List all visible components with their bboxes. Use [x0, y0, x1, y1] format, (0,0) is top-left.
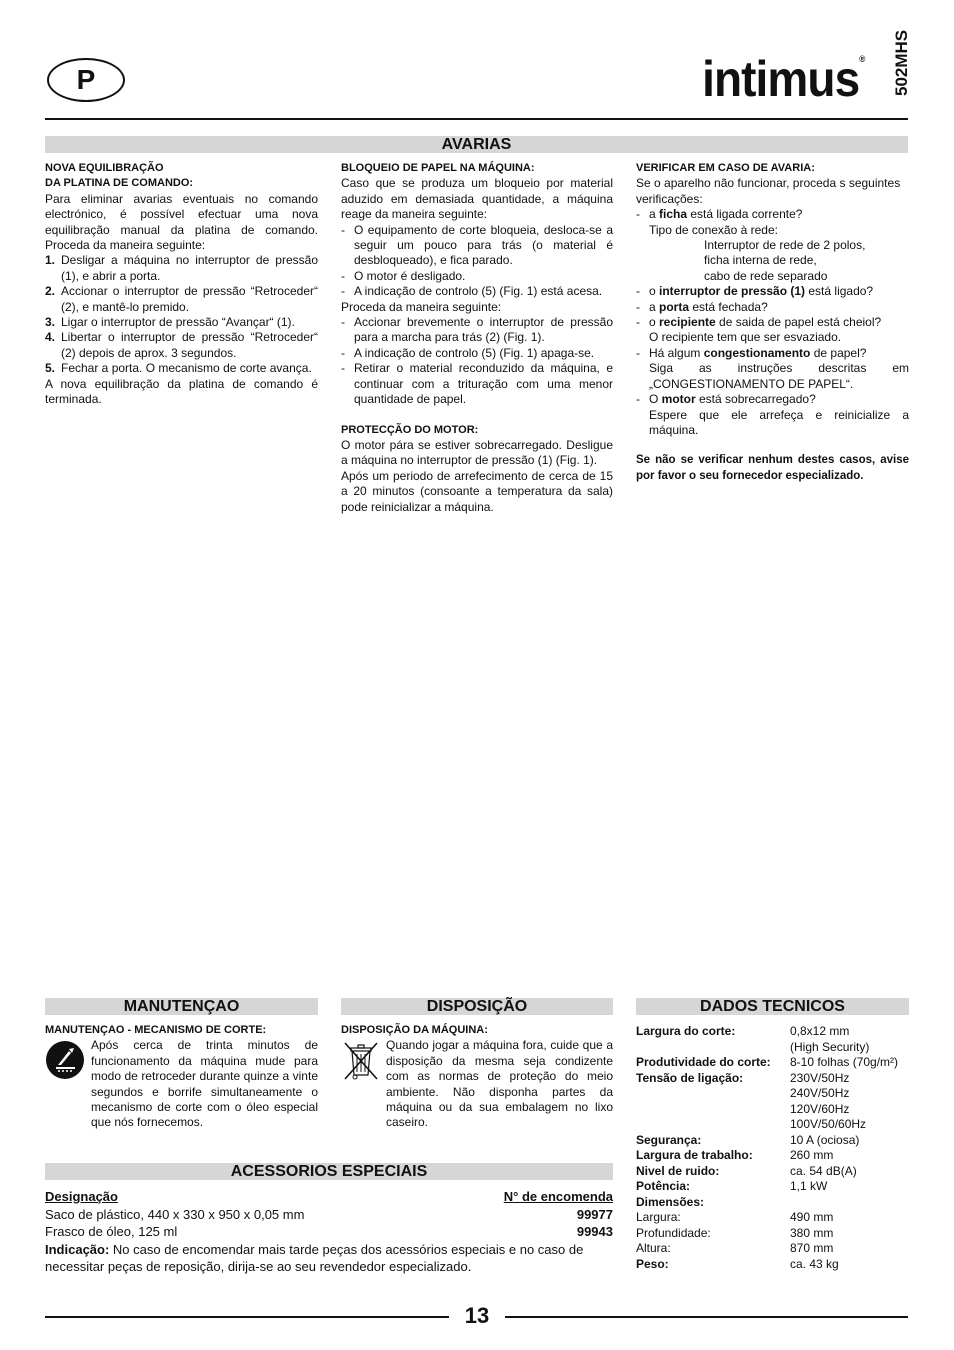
spec-value: 8-10 folhas (70g/m²)	[790, 1055, 899, 1069]
list-item: - O motor é desligado.	[341, 268, 466, 283]
list-item: - a porta está fechada?	[636, 299, 768, 314]
spec-row	[636, 1071, 909, 1087]
heading: BLOQUEIO DE PAPEL NA MÁQUINA:	[341, 162, 535, 174]
spec-label: Dimensões:	[636, 1194, 705, 1209]
option: Interruptor de rede de 2 polos,	[704, 238, 866, 253]
spec-label	[636, 1117, 790, 1133]
list-item: - Há algum congestionamento de papel?	[636, 345, 867, 360]
spec-row	[636, 1195, 909, 1211]
paragraph: Para eliminar avarias eventuais no comando electrónico, é possível efectuar uma nova equilibração manual da platina de comando. Proceda da maneira seguinte:	[45, 191, 318, 253]
manutencao-block	[45, 1023, 318, 1131]
paragraph: O recipiente tem que ser esvaziado.	[649, 330, 842, 345]
section-bar-dados-tecnicos: DADOS TECNICOS	[636, 998, 909, 1015]
avarias-column-3	[636, 161, 909, 484]
heading: MANUTENÇAO - MECANISMO DE CORTE:	[45, 1024, 267, 1036]
spec-value: 10 A (ociosa)	[790, 1132, 860, 1147]
paragraph: Siga as instruções descritas em „CONGESTIONAMENTO DE PAPEL“.	[649, 361, 909, 391]
option: ficha interna de rede,	[704, 253, 817, 268]
list-item: - A indicação de controlo (5) (Fig. 1) está acesa.	[341, 284, 603, 299]
acessorios-note: Indicação: No caso de encomendar mais tarde peças dos acessórios especiais e no caso de necessitar peças de reposição, dirija-se ao seu revendedor especializado.	[45, 1241, 584, 1274]
spec-value: 100V/50/60Hz	[790, 1117, 867, 1131]
oil-can-icon	[45, 1040, 85, 1080]
table-row: Saco de plástico, 440 x 330 x 950 x 0,05 mm 99977	[45, 1206, 613, 1222]
list-item: 3. Ligar o interruptor de pressão “Avançar“ (1).	[45, 315, 295, 330]
footer-divider-right	[505, 1316, 908, 1318]
list-item: - a ficha está ligada corrente?	[636, 207, 803, 222]
spec-value: 870 mm	[790, 1241, 834, 1255]
spec-row	[636, 1148, 909, 1164]
spec-label	[636, 1040, 790, 1056]
spec-label: Altura:	[636, 1241, 671, 1255]
brand-name: intimus	[701, 51, 859, 107]
spec-row	[636, 1179, 909, 1195]
spec-row	[636, 1210, 909, 1226]
spec-row	[636, 1226, 909, 1242]
list-item: 1. Desligar a máquina no interruptor de pressão (1), e abrir a porta.	[45, 253, 318, 283]
header-divider	[45, 118, 908, 120]
section-bar-manutencao: MANUTENÇAO	[45, 998, 318, 1015]
spec-value: 380 mm	[790, 1225, 834, 1240]
column-header-encomenda: N° de encomenda	[503, 1189, 613, 1204]
list-item: - O motor está sobrecarregado?	[636, 392, 816, 407]
spec-value: ca. 54 dB(A)	[790, 1163, 857, 1178]
list-item: - Accionar brevemente o interruptor de pressão para a marcha para trás (2) (Fig. 1).	[341, 315, 613, 345]
spec-label: Potência:	[636, 1179, 691, 1193]
spec-value: 1,1 kW	[790, 1179, 828, 1193]
spec-value: ca. 43 kg	[790, 1256, 839, 1271]
spec-label: Nivel de ruido:	[636, 1163, 720, 1178]
spec-value	[790, 1195, 909, 1211]
option: cabo de rede separado	[704, 268, 828, 283]
spec-row	[636, 1133, 909, 1149]
spec-row	[636, 1164, 909, 1180]
acessorios-header	[45, 1188, 613, 1206]
brand-logo	[702, 50, 864, 108]
paragraph: Tipo de conexão à rede:	[649, 222, 778, 237]
spec-label: Peso:	[636, 1256, 669, 1271]
language-badge: P	[47, 58, 125, 102]
spec-label	[636, 1086, 790, 1102]
spec-value: 260 mm	[790, 1148, 834, 1162]
paragraph: Após cerca de trinta minutos de funcionamento da máquina mude para modo de retroceder durante quinze a vinte segundos e borrife simultaneamente o mecanismo de corte com o óleo especial que nós fornecemos.	[91, 1038, 318, 1130]
heading: PROTECÇÃO DO MOTOR:	[341, 423, 479, 436]
list-item: - o interruptor de pressão (1) está ligado?	[636, 284, 874, 299]
paragraph: Se o aparelho não funcionar, proceda s seguintes verificações:	[636, 176, 901, 206]
spec-row	[636, 1024, 909, 1040]
list-item: - o recipiente de saida de papel está cheiol?	[636, 315, 882, 330]
spec-row	[636, 1241, 909, 1257]
spec-value: 230V/50Hz	[790, 1070, 850, 1085]
spec-row	[636, 1102, 909, 1118]
warning-note: Se não se verificar nenhum destes casos, avise por favor o seu fornecedor especializado.	[636, 454, 909, 482]
spec-value: 120V/60Hz	[790, 1101, 850, 1116]
spec-row	[636, 1086, 909, 1102]
section-bar-avarias: AVARIAS	[45, 136, 908, 153]
spec-value: (High Security)	[790, 1039, 870, 1054]
heading: DISPOSIÇÃO DA MÁQUINA:	[341, 1024, 488, 1036]
spec-label: Produtividade do corte:	[636, 1055, 771, 1069]
page-number: 13	[464, 1303, 490, 1328]
paragraph: Após um periodo de arrefecimento de cerca de 15 a 20 minutos (consoante a temperatura da sala) pode reinicializar a máquina.	[341, 468, 613, 514]
list-item: 5. Fechar a porta. O mecanismo de corte avança.	[45, 361, 312, 376]
avarias-column-1	[45, 161, 318, 408]
crossed-bin-icon	[341, 1039, 381, 1079]
spec-row	[636, 1055, 909, 1071]
heading: VERIFICAR EM CASO DE AVARIA:	[636, 162, 815, 174]
paragraph: Proceda da maneira seguinte:	[341, 299, 502, 314]
spec-label: Largura do corte:	[636, 1024, 736, 1038]
acessorios-block	[45, 1188, 613, 1276]
spec-row	[636, 1040, 909, 1056]
paragraph: A nova equilibração da platina de comando é terminada.	[45, 376, 318, 407]
spec-label: Tensão de ligação:	[636, 1070, 744, 1085]
section-bar-disposicao: DISPOSIÇÃO	[341, 998, 613, 1015]
spec-value: 240V/50Hz	[790, 1086, 850, 1100]
list-item: 2. Accionar o interruptor de pressão “Retroceder“ (2), e mantê-lo premido.	[45, 284, 318, 314]
avarias-column-2	[341, 161, 613, 515]
spec-value: 0,8x12 mm	[790, 1024, 850, 1038]
spec-label	[636, 1102, 790, 1118]
spec-row	[636, 1117, 909, 1133]
registered-mark: ®	[858, 54, 864, 64]
spec-label: Largura de trabalho:	[636, 1148, 753, 1162]
list-item: - Retirar o material reconduzido da máquina, e continuar com a trituração com uma menor quantidade de papel.	[341, 361, 613, 407]
model-number: 502MHS	[892, 29, 911, 96]
table-row: Frasco de óleo, 125 ml 99943	[45, 1224, 613, 1239]
spec-row	[636, 1257, 909, 1273]
spec-value: 490 mm	[790, 1210, 834, 1224]
list-item: 4. Libertar o interruptor de pressão “Retroceder“ (2) depois de aprox. 3 segundos.	[45, 330, 318, 360]
heading: NOVA EQUILIBRAÇÃO	[45, 162, 164, 174]
spec-label: Profundidade:	[636, 1225, 711, 1240]
paragraph: Quando jogar a máquina fora, cuide que a disposição da mesma seja condizente com as normas de proteção do meio ambiente. Não disponha partes da máquina ou da sua embalagem no lixo caseiro.	[386, 1038, 613, 1130]
paragraph: O motor pára se estiver sobrecarregado. Desligue a máquina no interruptor de pressão (1) (Fig. 1).	[341, 437, 613, 468]
list-item: - O equipamento de corte bloqueia, desloca-se a seguir um pouco para trás (o material é desbloqueado), e fica parado.	[341, 222, 613, 268]
spec-label: Segurança:	[636, 1132, 702, 1147]
paragraph: Caso que se produza um bloqueio por material aduzido em demasiada quantidade, a máquina reage da maneira seguinte:	[341, 176, 613, 222]
footer-divider-left	[45, 1316, 449, 1318]
tech-spec-list	[636, 1024, 909, 1272]
column-header-designacao: Designação	[45, 1189, 118, 1204]
paragraph: Espere que ele arrefeça e reinicialize a máquina.	[649, 407, 909, 437]
list-item: - A indicação de controlo (5) (Fig. 1) apaga-se.	[341, 345, 595, 360]
heading: DA PLATINA DE COMANDO:	[45, 177, 194, 190]
section-bar-acessorios: ACESSORIOS ESPECIAIS	[45, 1163, 613, 1180]
disposicao-block	[341, 1023, 613, 1131]
spec-label: Largura:	[636, 1210, 681, 1224]
